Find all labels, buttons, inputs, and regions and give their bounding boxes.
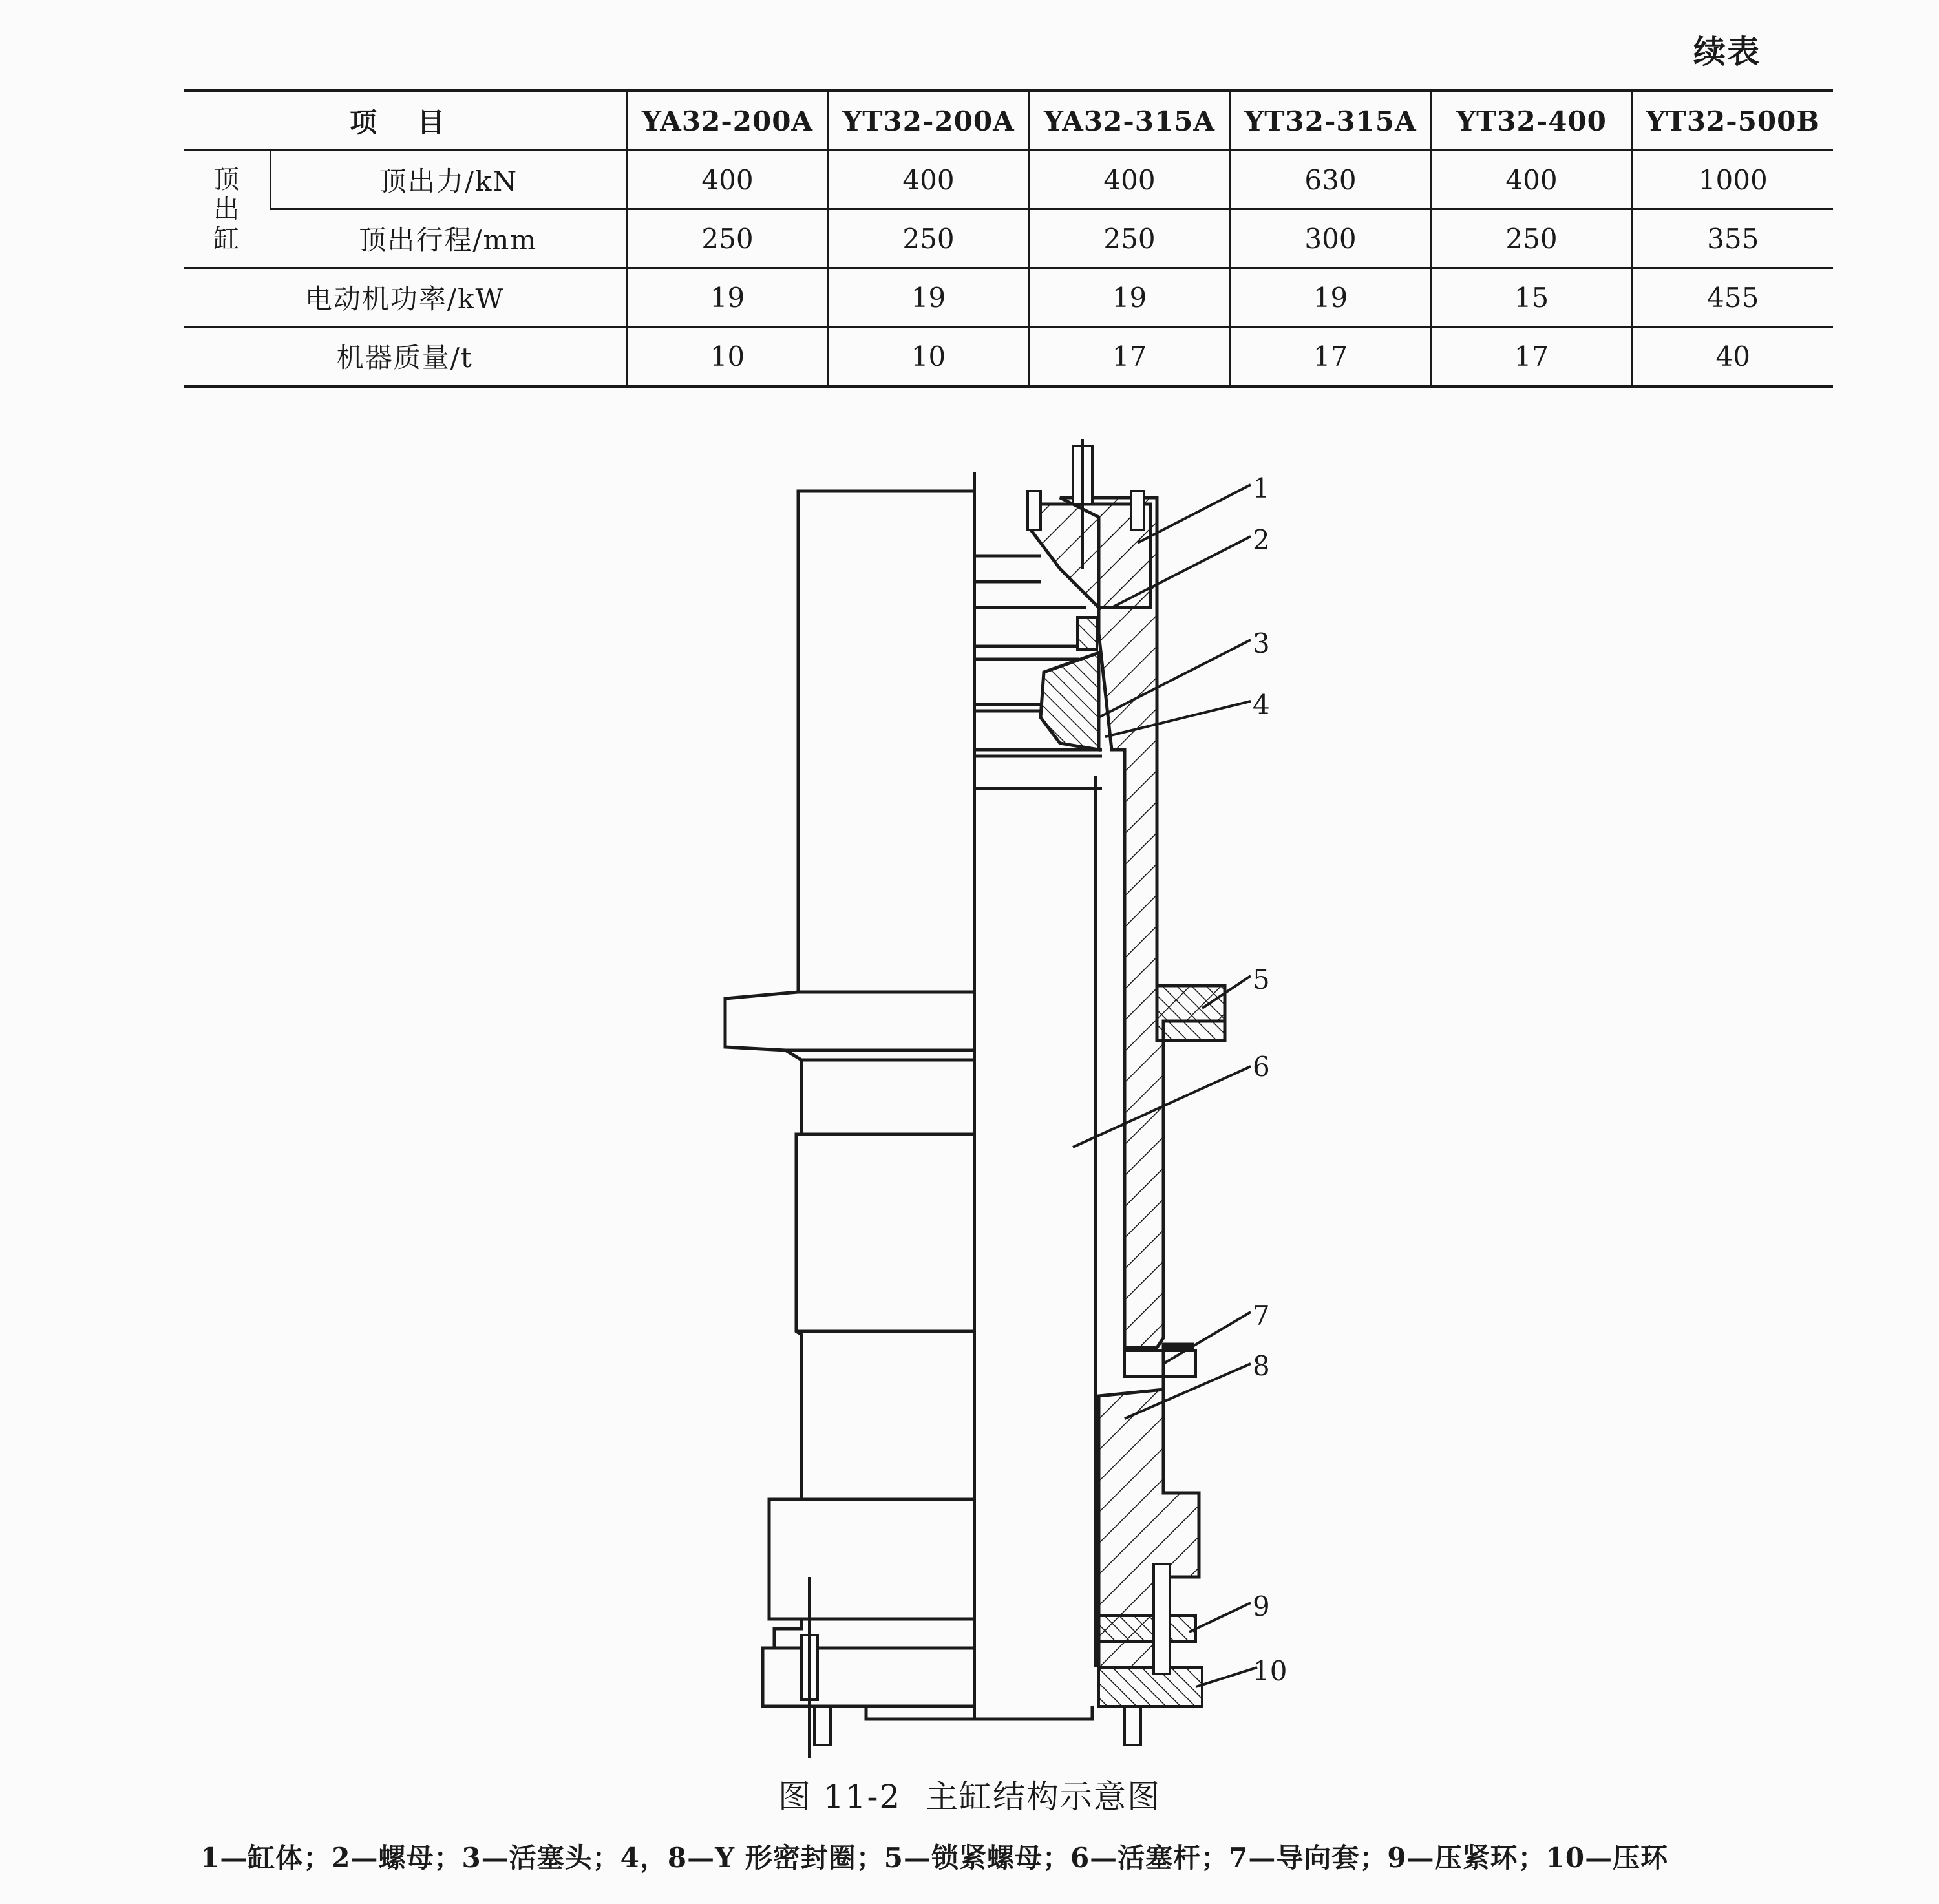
table-cell: 17 bbox=[1029, 327, 1230, 386]
table-cell: 17 bbox=[1431, 327, 1632, 386]
callout-6: 6 bbox=[1253, 1051, 1270, 1083]
header-model: YT32-200A bbox=[828, 91, 1029, 151]
callout-10: 10 bbox=[1253, 1655, 1287, 1687]
callout-7: 7 bbox=[1253, 1300, 1270, 1331]
header-model: YT32-400 bbox=[1431, 91, 1632, 151]
header-model: YA32-315A bbox=[1029, 91, 1230, 151]
header-item bbox=[184, 91, 627, 151]
row-label: 机器质量/t bbox=[184, 327, 627, 386]
table-row bbox=[184, 209, 1833, 268]
group-label-ejector-cylinder bbox=[184, 151, 270, 268]
table-cell: 15 bbox=[1431, 268, 1632, 327]
callout-2: 2 bbox=[1253, 524, 1270, 556]
table-cell: 400 bbox=[627, 151, 828, 209]
table-cell: 250 bbox=[1431, 209, 1632, 268]
header-model: YT32-500B bbox=[1632, 91, 1833, 151]
table-cell: 400 bbox=[1029, 151, 1230, 209]
row-label: 电动机功率/kW bbox=[184, 268, 627, 327]
table-cell: 10 bbox=[828, 327, 1029, 386]
callout-3: 3 bbox=[1253, 628, 1270, 659]
pressure-ring bbox=[1099, 1616, 1196, 1642]
group-char: 顶 bbox=[213, 164, 240, 195]
table-cell: 17 bbox=[1230, 327, 1431, 386]
table-cell: 630 bbox=[1230, 151, 1431, 209]
caption-title: 主缸结构示意图 bbox=[926, 1778, 1161, 1815]
main-cylinder-drawing bbox=[698, 439, 1287, 1758]
row-label: 顶出力/kN bbox=[270, 151, 627, 209]
nut-block bbox=[1077, 617, 1097, 650]
table-cell: 250 bbox=[627, 209, 828, 268]
group-char: 出 bbox=[213, 194, 240, 224]
table-cell: 250 bbox=[1029, 209, 1230, 268]
press-ring bbox=[1099, 1667, 1202, 1706]
table-row bbox=[184, 151, 1833, 209]
figure-legend: 1—缸体；2—螺母；3—活塞头；4，8—Y 形密封圈；5—锁紧螺母；6—活塞杆；7—导向套；9—压紧环；10—压环 bbox=[200, 1842, 1669, 1874]
callout-4: 4 bbox=[1253, 689, 1270, 721]
lock-nut bbox=[1157, 986, 1225, 1041]
table-cell: 19 bbox=[828, 268, 1029, 327]
callout-1: 1 bbox=[1253, 472, 1270, 504]
guide-pin bbox=[1125, 1351, 1196, 1377]
table-cell: 40 bbox=[1632, 327, 1833, 386]
group-char: 缸 bbox=[213, 224, 240, 254]
table-cell: 400 bbox=[828, 151, 1029, 209]
table-row bbox=[184, 327, 1833, 386]
table-cell: 400 bbox=[1431, 151, 1632, 209]
table-cell: 355 bbox=[1632, 209, 1833, 268]
header-model: YT32-315A bbox=[1230, 91, 1431, 151]
header-model: YA32-200A bbox=[627, 91, 828, 151]
continued-table-label: 续表 bbox=[1693, 32, 1761, 70]
left-profile bbox=[725, 491, 975, 1706]
table-cell: 10 bbox=[627, 327, 828, 386]
table-header-row bbox=[184, 91, 1833, 151]
callout-5: 5 bbox=[1253, 964, 1270, 995]
table-cell: 19 bbox=[1230, 268, 1431, 327]
table-cell: 455 bbox=[1632, 268, 1833, 327]
spec-table bbox=[184, 89, 1833, 388]
callout-8: 8 bbox=[1253, 1350, 1270, 1382]
table-cell: 300 bbox=[1230, 209, 1431, 268]
piston-head bbox=[1041, 653, 1099, 750]
caption-number: 图 11-2 bbox=[778, 1778, 902, 1815]
table-cell: 19 bbox=[1029, 268, 1230, 327]
figure-caption bbox=[0, 1771, 1939, 1817]
table-cell: 19 bbox=[627, 268, 828, 327]
table-row bbox=[184, 268, 1833, 327]
header-item-text: 项 目 bbox=[349, 107, 460, 138]
callout-9: 9 bbox=[1253, 1591, 1270, 1622]
row-label: 顶出行程/mm bbox=[270, 209, 627, 268]
table-cell: 1000 bbox=[1632, 151, 1833, 209]
table-cell: 250 bbox=[828, 209, 1029, 268]
callout-labels bbox=[1253, 472, 1287, 1687]
cylinder-outline bbox=[725, 472, 1102, 1719]
